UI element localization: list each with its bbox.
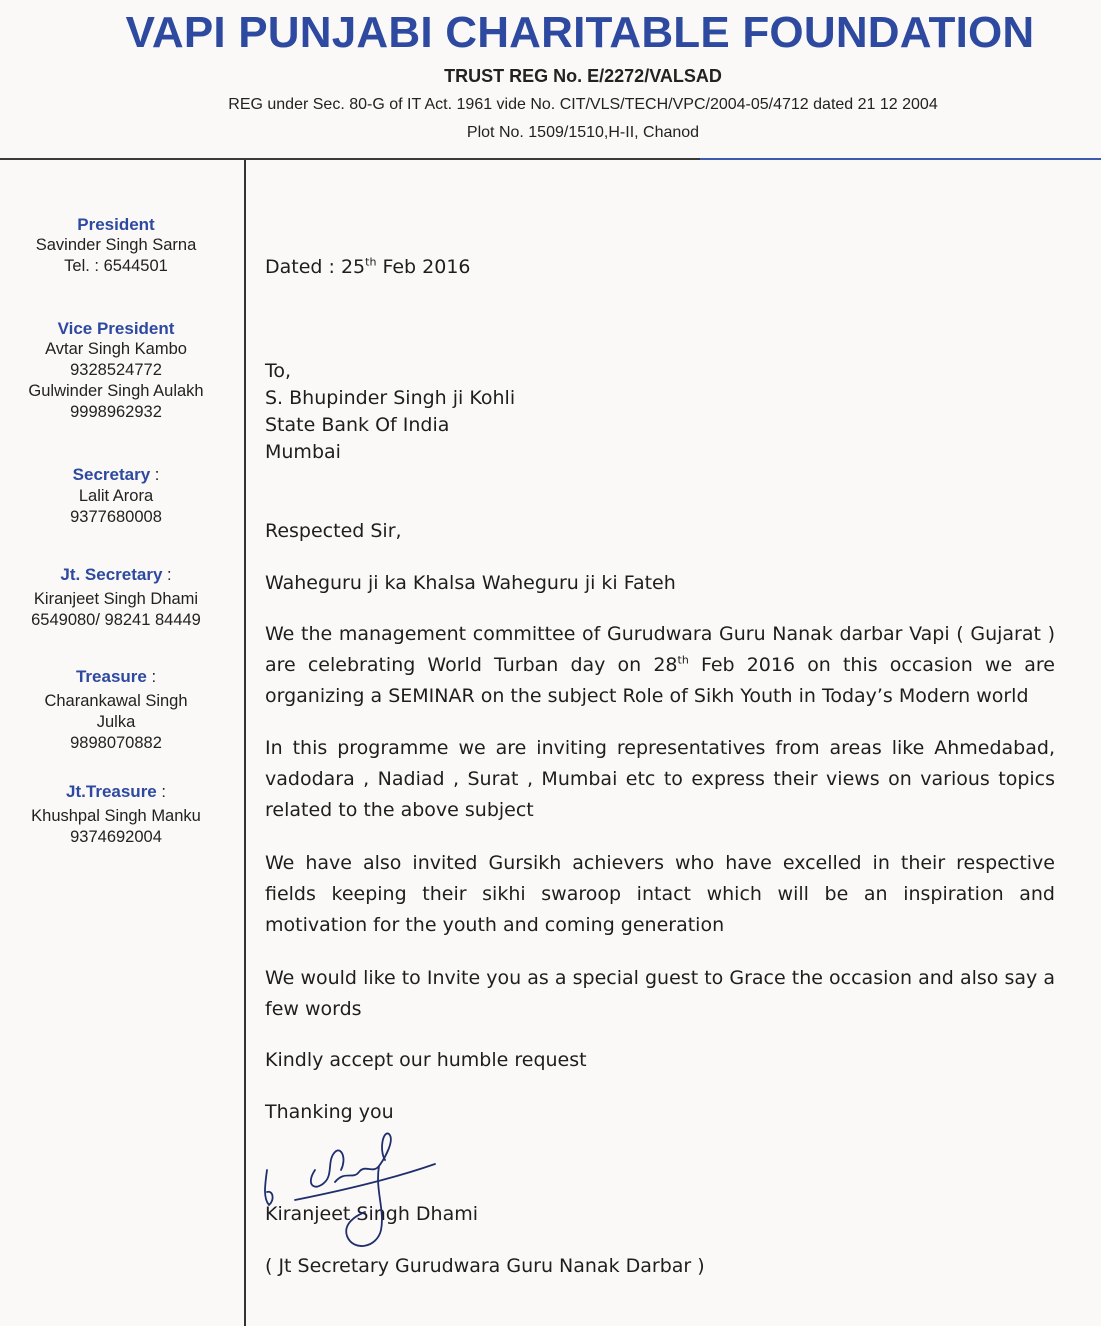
role-jt-secretary: Jt. Secretary <box>60 565 163 584</box>
sidebar-divider <box>244 160 246 1326</box>
secretary-block <box>0 464 232 528</box>
paragraph-representatives: In this programme we are inviting representatives from areas like Ahmedabad, vadodara , Nadiad , Surat , Mumbai etc to express their views on various topics related to the above subject <box>265 737 1055 821</box>
date-ordinal: th <box>365 255 377 269</box>
treasure-phone: 9898070882 <box>70 734 162 752</box>
role-jt-treasure: Jt.Treasure <box>66 782 157 801</box>
role-secretary-heading <box>0 464 232 486</box>
paragraph-invitation-intro <box>265 619 1055 712</box>
signatory-designation: ( Jt Secretary Gurudwara Guru Nanak Darbar ) <box>265 1255 705 1277</box>
vice-president-phone-2: 9998962932 <box>70 403 162 421</box>
signature-stroke <box>311 1150 344 1186</box>
president-name: Savinder Singh Sarna <box>35 236 197 254</box>
vice-president-name-1: Avtar Singh Kambo <box>45 340 187 358</box>
thanking-you: Thanking you <box>265 1101 394 1123</box>
secretary-phone: 9377680008 <box>70 508 162 526</box>
treasure-name-2: Julka <box>96 713 136 731</box>
recipient-name: S. Bhupinder Singh ji Kohli <box>265 387 516 409</box>
role-jt-secretary-heading <box>0 564 232 586</box>
role-colon: : <box>156 783 166 801</box>
trust-registration: TRUST REG No. E/2272/VALSAD <box>444 66 722 86</box>
signature-stroke <box>265 1170 273 1205</box>
paragraph-special-guest: We would like to Invite you as a special guest to Grace the occasion and also say a few words <box>265 967 1055 1020</box>
signature-stroke <box>346 1166 382 1246</box>
jt-secretary-block <box>0 564 232 631</box>
greeting: Waheguru ji ka Khalsa Waheguru ji ki Fateh <box>265 572 676 594</box>
jt-treasure-block <box>0 781 232 848</box>
date-prefix: Dated : 25 <box>265 256 366 278</box>
role-vice-president: Vice President <box>57 319 175 338</box>
role-colon: : <box>162 566 172 584</box>
salutation: Respected Sir, <box>265 520 402 542</box>
vice-president-phone-1: 9328524772 <box>70 361 162 379</box>
paragraph-achievers: We have also invited Gursikh achievers who have excelled in their respective fields keeping their sikhi swaroop intact which will be an inspiration and motivation for the youth and coming generation <box>265 852 1055 936</box>
date-suffix: Feb 2016 <box>376 256 471 278</box>
recipient-city: Mumbai <box>265 441 341 463</box>
vice-president-block <box>0 318 232 423</box>
role-treasure-heading <box>0 666 232 688</box>
vice-president-name-2: Gulwinder Singh Aulakh <box>28 382 204 400</box>
secretary-name: Lalit Arora <box>78 487 154 505</box>
role-secretary: Secretary <box>72 465 151 484</box>
header-divider-accent <box>700 158 1101 160</box>
jt-treasure-phone: 9374692004 <box>70 828 162 846</box>
president-block <box>0 214 232 277</box>
role-colon: : <box>146 668 157 686</box>
para1-text-b: Feb 2016 on this occasion we are organizing a SEMINAR on the subject Role of Sikh Youth in Today’s Modern world <box>265 654 1055 707</box>
letter-date <box>265 256 471 278</box>
jt-secretary-phone: 6549080/ 98241 84449 <box>31 611 201 629</box>
jt-secretary-name: Kiranjeet Singh Dhami <box>33 590 199 608</box>
humble-request: Kindly accept our humble request <box>265 1049 587 1071</box>
president-phone: Tel. : 6544501 <box>64 257 168 275</box>
treasure-name-1: Charankawal Singh <box>44 692 188 710</box>
tax-registration: REG under Sec. 80-G of IT Act. 1961 vide No. CIT/VLS/TECH/VPC/2004-05/4712 dated 21 12 2004 <box>228 96 938 113</box>
para1-text-a: We the management committee of Gurudwara Guru Nanak darbar Vapi ( Gujarat ) are celebrating World Turban day on 28 <box>265 623 1055 676</box>
role-jt-treasure-heading <box>0 781 232 803</box>
recipient-organization: State Bank Of India <box>265 414 450 436</box>
organization-name: VAPI PUNJABI CHARITABLE FOUNDATION <box>125 8 1035 57</box>
jt-treasure-name: Khushpal Singh Manku <box>31 807 201 825</box>
treasure-block <box>0 666 232 754</box>
signatory-name: Kiranjeet Singh Dhami <box>265 1203 479 1225</box>
role-treasure: Treasure <box>75 667 147 686</box>
handwritten-signature <box>255 1130 455 1260</box>
role-colon: : <box>150 466 160 484</box>
address-plot: Plot No. 1509/1510,H-II, Chanod <box>466 124 700 141</box>
to-label: To, <box>265 360 292 382</box>
para1-ordinal: th <box>677 653 689 667</box>
role-president: President <box>77 215 155 234</box>
